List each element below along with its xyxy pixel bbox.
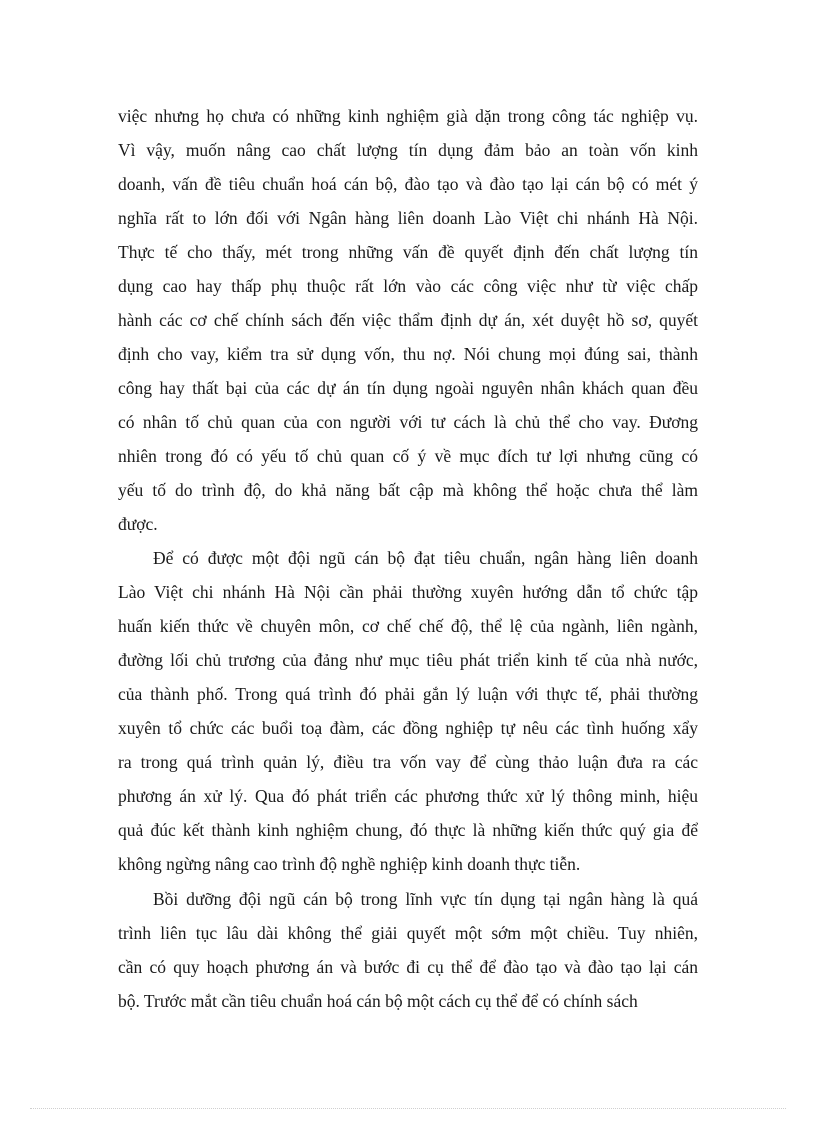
paragraph-1-line: có nhân tố chủ quan của con người với tư cách là chủ thể cho vay. Đương [118, 412, 698, 432]
paragraph-1-line: doanh, vấn đề tiêu chuẩn hoá cán bộ, đào tạo và đào tạo lại cán bộ có mét ý [118, 174, 698, 194]
paragraph-1-line: hành các cơ chế chính sách đến việc thẩm định dự án, xét duyệt hồ sơ, quyết [118, 310, 698, 330]
paragraph-1-line: được. [118, 514, 158, 534]
paragraph-1-line: dụng cao hay thấp phụ thuộc rất lớn vào các công việc như từ việc chấp [118, 276, 698, 296]
paragraph-2-line: quả đúc kết thành kinh nghiệm chung, đó thực là những kiến thức quý gia để [118, 820, 698, 840]
paragraph-2-line: của thành phố. Trong quá trình đó phải gắn lý luận với thực tế, phải thường [118, 684, 698, 704]
paragraph-2-line: xuyên tổ chức các buổi toạ đàm, các đồng nghiệp tự nêu các tình huống xẩy [118, 718, 698, 738]
paragraph-3-line: Bồi dưỡng đội ngũ cán bộ trong lĩnh vực tín dụng tại ngân hàng là quá [153, 889, 698, 909]
paragraph-1-line: công hay thất bại của các dự án tín dụng ngoài nguyên nhân khách quan đều [118, 378, 698, 398]
page-bottom-divider [30, 1108, 786, 1109]
paragraph-1-line: nghĩa rất to lớn đối với Ngân hàng liên doanh Lào Việt chi nhánh Hà Nội. [118, 208, 698, 228]
paragraph-3-line: cần có quy hoạch phương án và bước đi cụ thể để đào tạo và đào tạo lại cán [118, 957, 698, 977]
paragraph-1-line: việc nhưng họ chưa có những kinh nghiệm già dặn trong công tác nghiệp vụ. [118, 106, 698, 126]
paragraph-2-line: không ngừng nâng cao trình độ nghề nghiệp kinh doanh thực tiễn. [118, 854, 581, 874]
paragraph-2-line: huấn kiến thức về chuyên môn, cơ chế chế độ, thể lệ của ngành, liên ngành, [118, 616, 698, 636]
paragraph-2-line: Lào Việt chi nhánh Hà Nội cần phải thường xuyên hướng dẫn tổ chức tập [118, 582, 698, 602]
paragraph-1-line: nhiên trong đó có yếu tố chủ quan cố ý về mục đích tư lợi nhưng cũng có [118, 446, 698, 466]
paragraph-2-line: phương án xử lý. Qua đó phát triển các phương thức xử lý thông minh, hiệu [118, 786, 698, 806]
paragraph-1-line: yếu tố do trình độ, do khả năng bất cập mà không thể hoặc chưa thể làm [118, 480, 698, 500]
paragraph-2-line: đường lối chủ trương của đảng như mục tiêu phát triển kinh tế của nhà nước, [118, 650, 698, 670]
paragraph-2-line: ra trong quá trình quản lý, điều tra vốn vay để cùng thảo luận đưa ra các [118, 752, 698, 772]
paragraph-3-line: trình liên tục lâu dài không thể giải quyết một sớm một chiều. Tuy nhiên, [118, 923, 698, 943]
paragraph-1-line: Vì vậy, muốn nâng cao chất lượng tín dụng đảm bảo an toàn vốn kinh [118, 140, 698, 160]
paragraph-2-line: Để có được một đội ngũ cán bộ đạt tiêu chuẩn, ngân hàng liên doanh [153, 548, 698, 568]
paragraph-1-line: Thực tế cho thấy, mét trong những vấn đề quyết định đến chất lượng tín [118, 242, 698, 262]
paragraph-1-line: định cho vay, kiểm tra sử dụng vốn, thu nợ. Nói chung mọi đúng sai, thành [118, 344, 698, 364]
paragraph-3-line: bộ. Trước mắt cần tiêu chuẩn hoá cán bộ một cách cụ thể để có chính sách [118, 991, 638, 1011]
